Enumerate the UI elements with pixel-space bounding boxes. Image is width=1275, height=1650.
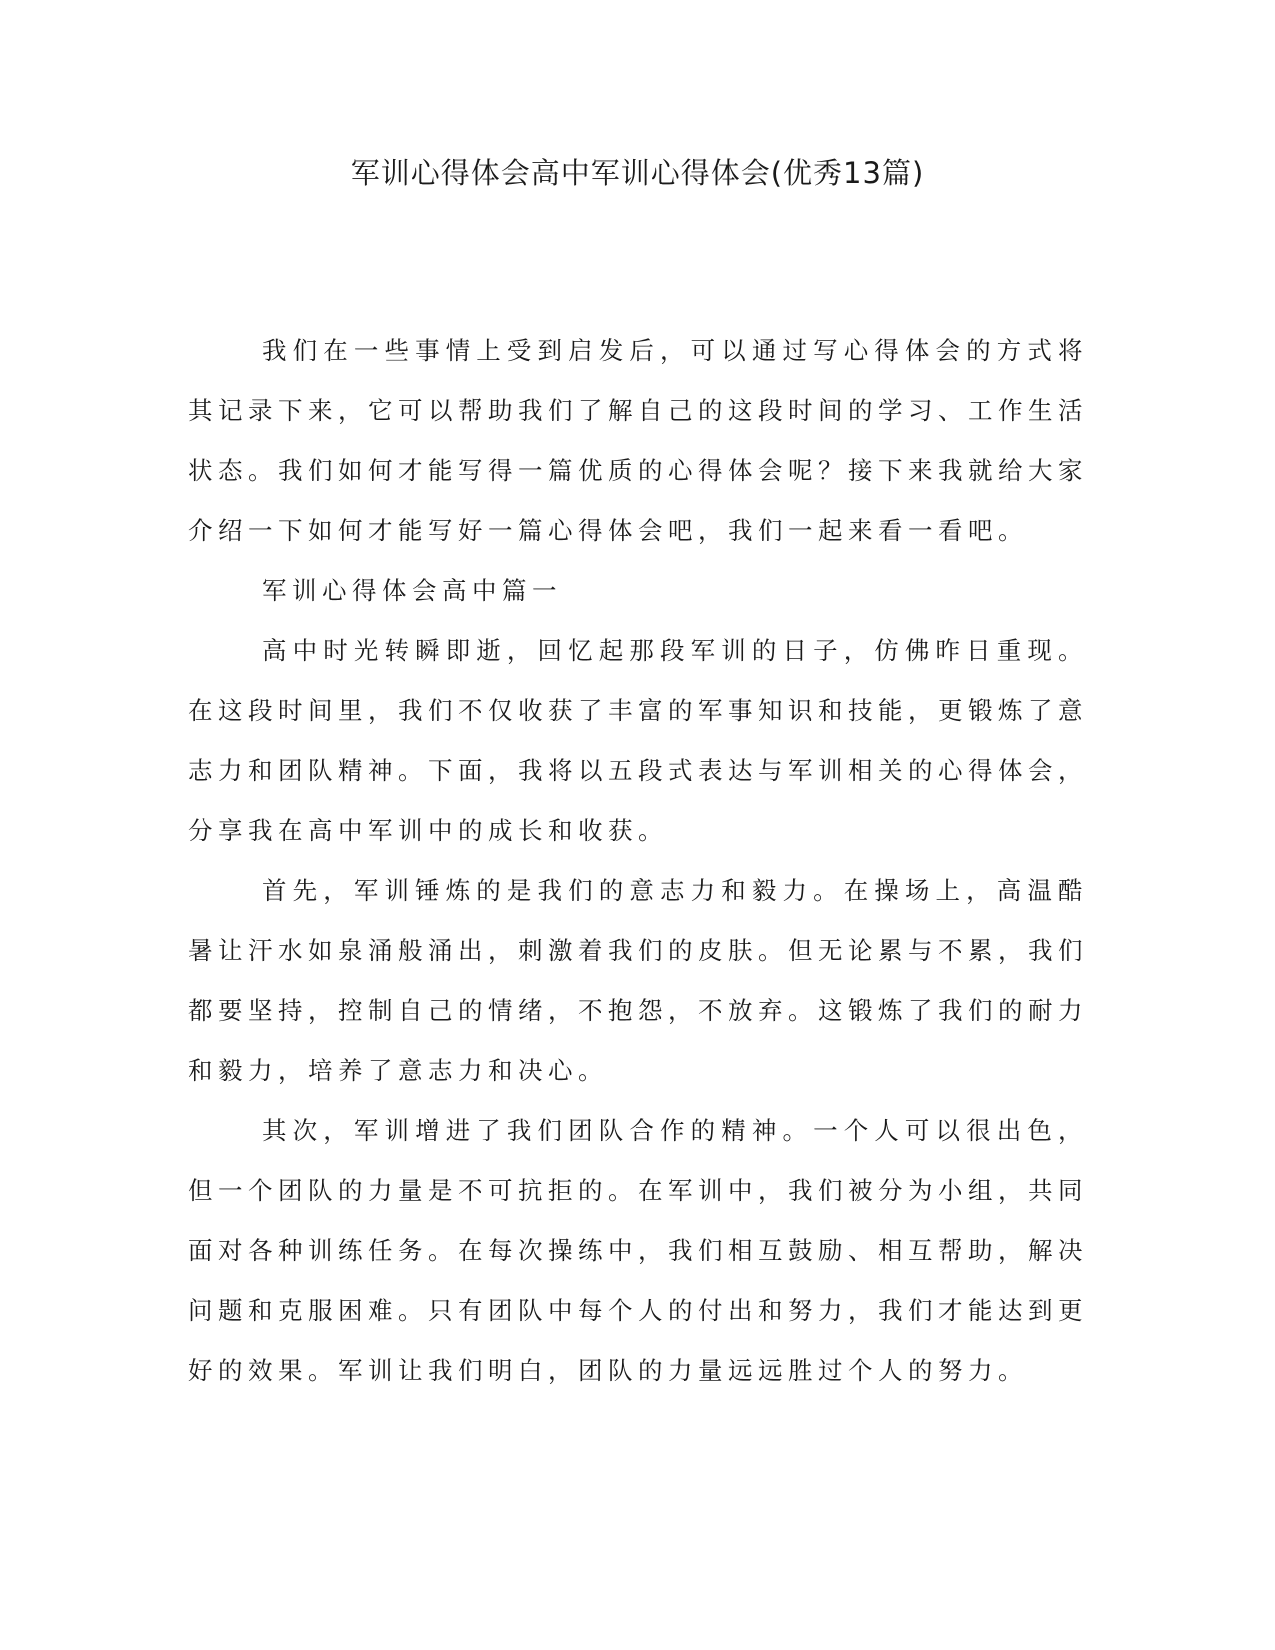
document-body: [188, 321, 1088, 1401]
body-paragraph-3: 其次，军训增进了我们团队合作的精神。一个人可以很出色，但一个团队的力量是不可抗拒的。在军训中，我们被分为小组，共同面对各种训练任务。在每次操练中，我们相互鼓励、相互帮助，解决问题和克服困难。只有团队中每个人的付出和努力，我们才能达到更好的效果。军训让我们明白，团队的力量远远胜过个人的努力。: [188, 1116, 1088, 1385]
section-heading: 军训心得体会高中篇一: [262, 576, 562, 605]
body-paragraph-2: 首先，军训锤炼的是我们的意志力和毅力。在操场上，高温酷暑让汗水如泉涌般涌出，刺激着我们的皮肤。但无论累与不累，我们都要坚持，控制自己的情绪，不抱怨，不放弃。这锻炼了我们的耐力和毅力，培养了意志力和决心。: [188, 876, 1088, 1085]
body-paragraph-1: 高中时光转瞬即逝，回忆起那段军训的日子，仿佛昨日重现。在这段时间里，我们不仅收获了丰富的军事知识和技能，更锻炼了意志力和团队精神。下面，我将以五段式表达与军训相关的心得体会，分享我在高中军训中的成长和收获。: [188, 636, 1088, 845]
document-title: 军训心得体会高中军训心得体会(优秀13篇): [350, 156, 925, 190]
intro-paragraph: 我们在一些事情上受到启发后，可以通过写心得体会的方式将其记录下来，它可以帮助我们了解自己的这段时间的学习、工作生活状态。我们如何才能写得一篇优质的心得体会呢？接下来我就给大家介绍一下如何才能写好一篇心得体会吧，我们一起来看一看吧。: [188, 336, 1088, 545]
